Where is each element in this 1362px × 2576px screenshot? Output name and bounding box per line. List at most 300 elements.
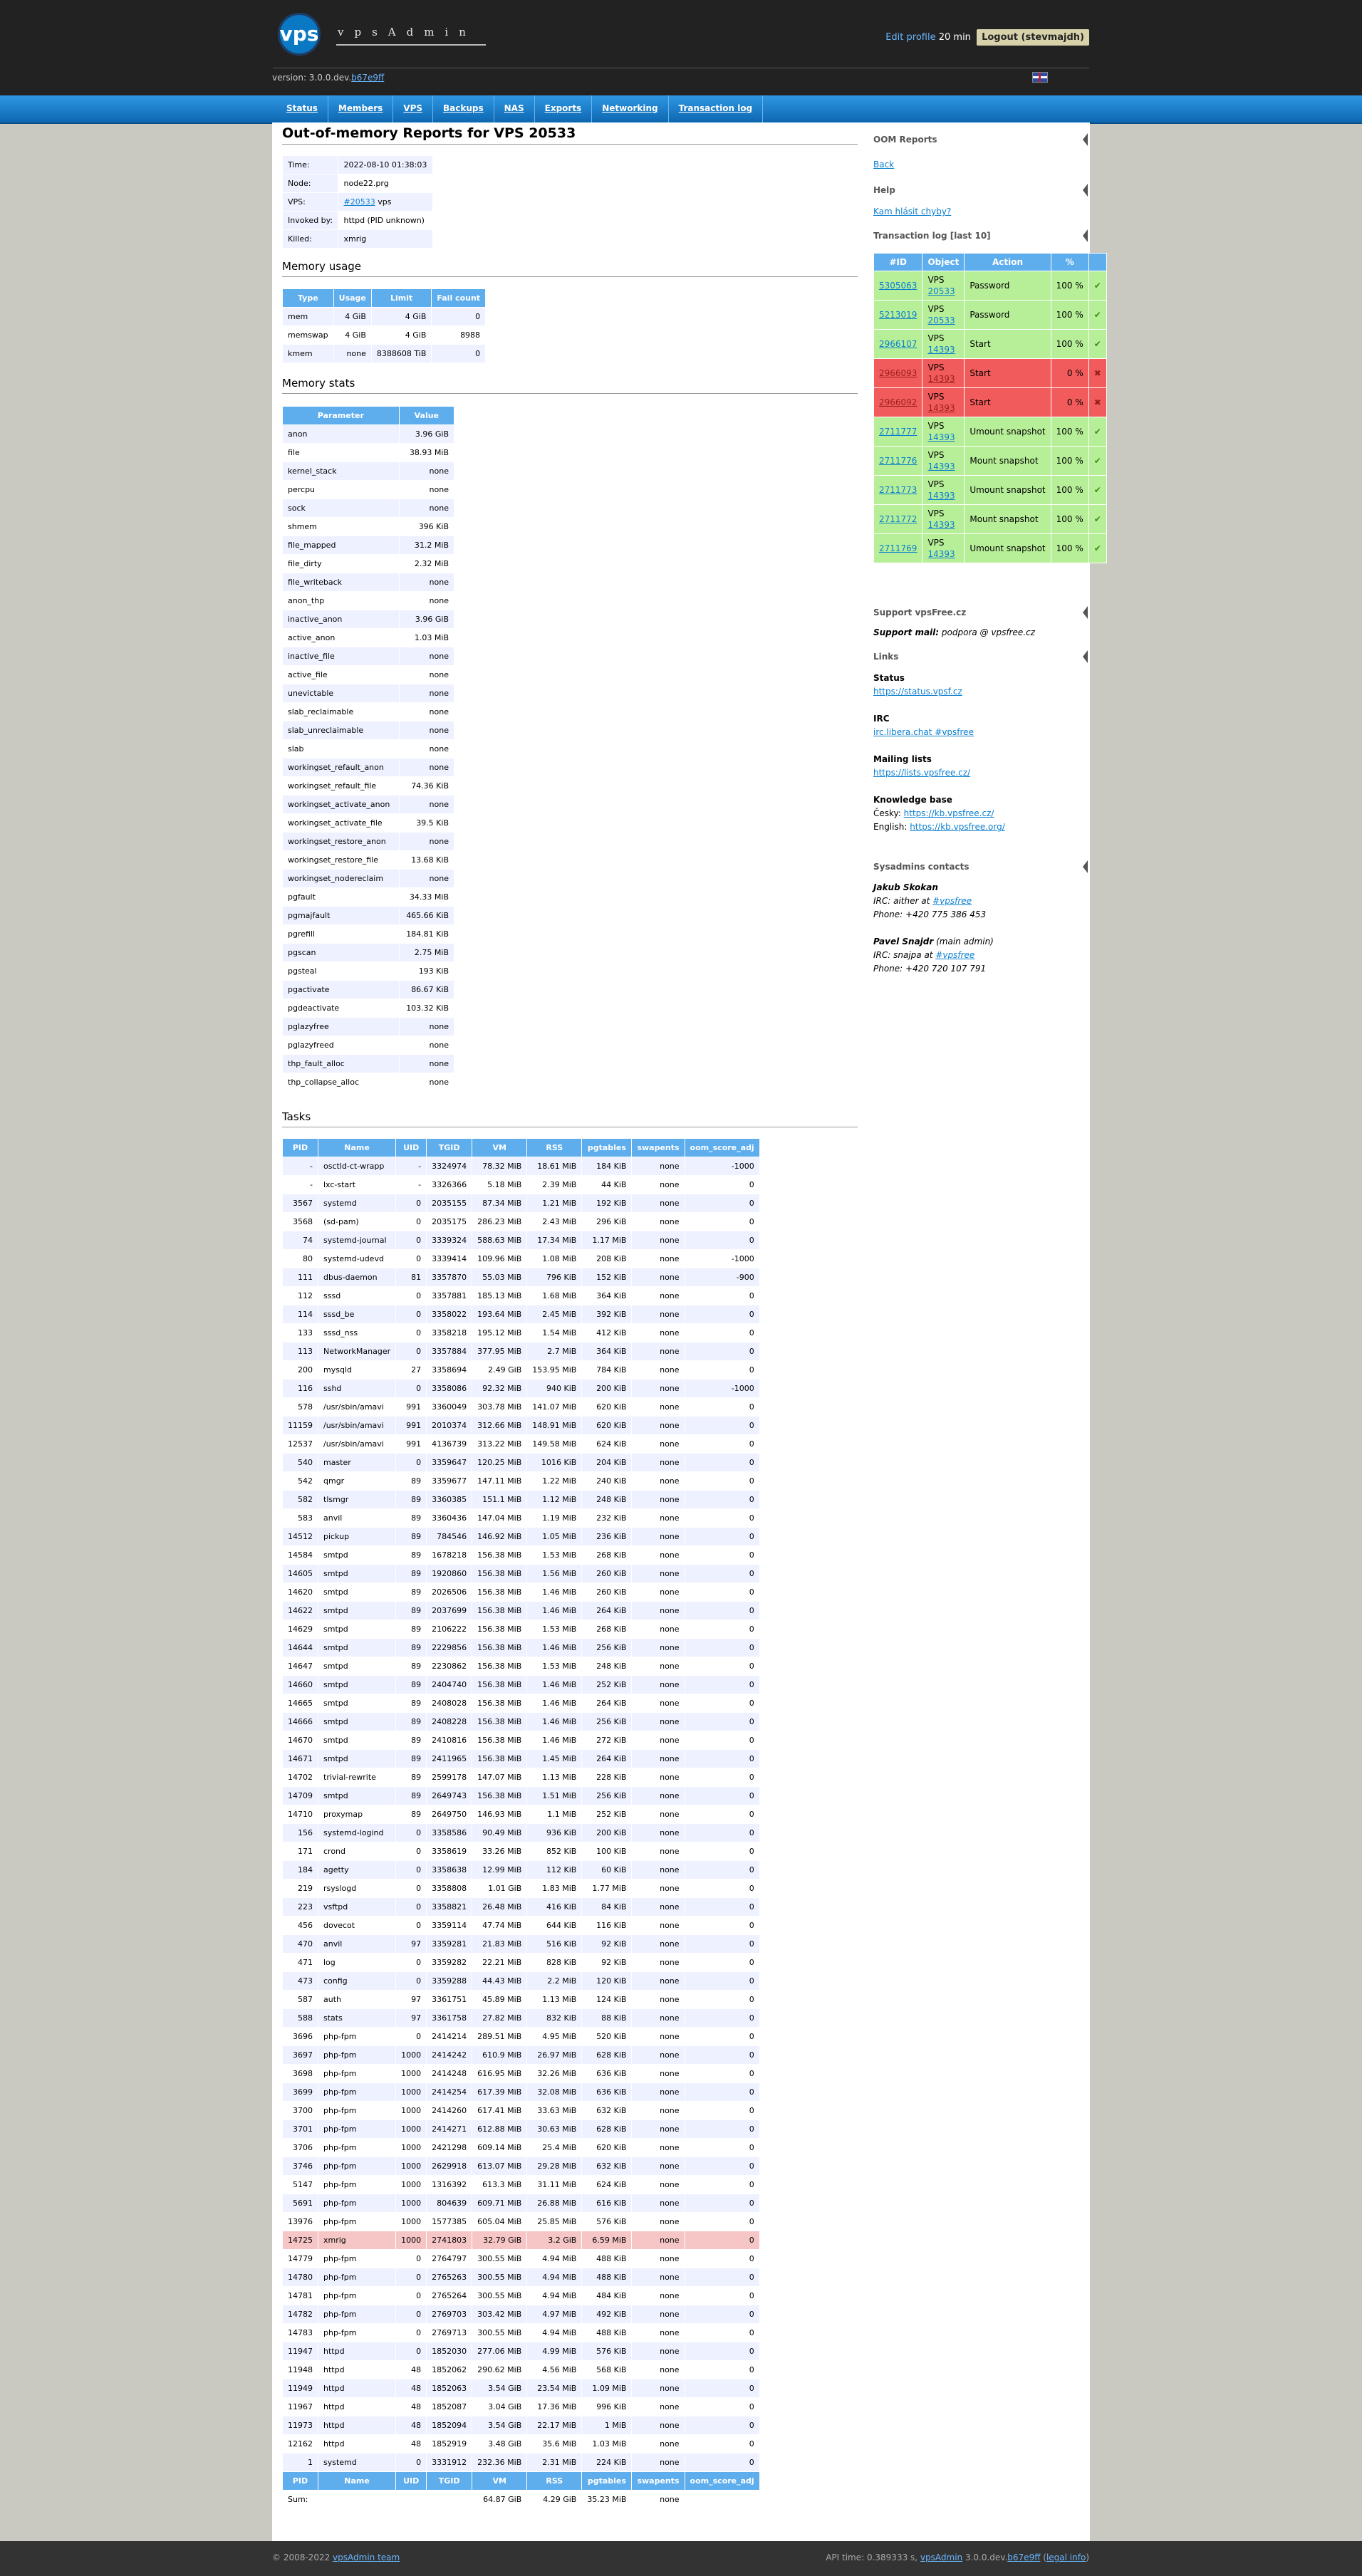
back-link[interactable]: Back <box>873 160 895 170</box>
task-cell: 0 <box>685 2046 759 2065</box>
task-cell: 97 <box>396 1991 427 2009</box>
transaction-object-type: VPS <box>927 363 945 372</box>
task-cell: 2230862 <box>427 1657 472 1676</box>
task-cell: none <box>632 1398 685 1417</box>
info-value <box>338 193 433 212</box>
tasks-sum-row <box>283 2491 760 2509</box>
nav-link-transaction-log[interactable]: Transaction log <box>678 103 753 113</box>
task-cell: 0 <box>396 1231 427 1250</box>
memory-stats-body <box>283 425 454 1092</box>
info-row <box>283 193 433 212</box>
task-cell: 4.56 MiB <box>527 2361 582 2379</box>
task-cell: 3326366 <box>427 1176 472 1194</box>
task-cell: 628 KiB <box>582 2120 632 2139</box>
tasks-column-header: oom_score_adj <box>685 1139 759 1157</box>
task-cell: stats <box>318 2009 396 2028</box>
footer-legal-link[interactable]: legal info <box>1046 2552 1086 2562</box>
task-cell: 1000 <box>396 2231 427 2250</box>
transaction-object-link[interactable]: 14393 <box>927 549 955 559</box>
tasks-footer-column-header: Name <box>318 2472 396 2491</box>
table-row <box>283 1805 760 1824</box>
memory-stats-row <box>283 925 454 944</box>
memory-stat-value: none <box>399 758 454 777</box>
task-cell: 2411965 <box>427 1750 472 1768</box>
task-cell: 2404740 <box>427 1676 472 1694</box>
task-cell: php-fpm <box>318 2176 396 2194</box>
tasks-footer-column-header: oom_score_adj <box>685 2472 759 2491</box>
transaction-object-link[interactable]: 14393 <box>927 491 955 501</box>
task-cell: 14644 <box>283 1639 318 1657</box>
info-value: httpd (PID unknown) <box>338 212 433 230</box>
task-cell: 3358218 <box>427 1324 472 1342</box>
task-cell: 0 <box>396 1879 427 1898</box>
footer-team-link[interactable]: vpsAdmin team <box>333 2552 400 2562</box>
task-cell: 568 KiB <box>582 2361 632 2379</box>
task-cell: 89 <box>396 1509 427 1528</box>
memory-stat-value: 2.32 MiB <box>399 555 454 573</box>
task-cell: 89 <box>396 1583 427 1602</box>
task-cell: 89 <box>396 1472 427 1491</box>
task-cell: 0 <box>685 2065 759 2083</box>
task-cell: 303.42 MiB <box>472 2305 527 2324</box>
memory-stat-name: workingset_restore_file <box>283 851 400 870</box>
task-cell: 0 <box>396 2342 427 2361</box>
transaction-row <box>874 388 1107 417</box>
task-cell: 146.92 MiB <box>472 1528 527 1546</box>
task-cell: 109.96 MiB <box>472 1250 527 1268</box>
vpsadmin-logo[interactable] <box>278 13 492 57</box>
memory-stats-row <box>283 684 454 703</box>
task-cell: 0 <box>685 1935 759 1954</box>
memory-stats-row <box>283 758 454 777</box>
task-cell: 0 <box>685 1546 759 1565</box>
task-cell: 991 <box>396 1435 427 1454</box>
nav-link-vps[interactable]: VPS <box>403 103 423 113</box>
memory-stats-row <box>283 481 454 499</box>
table-row <box>283 1879 760 1898</box>
version-hash-link[interactable]: b67e9ff <box>351 73 385 83</box>
kb-english-link[interactable]: https://kb.vpsfree.org/ <box>910 822 1005 832</box>
transaction-action-cell: Umount snapshot <box>965 417 1051 447</box>
memory-stats-row <box>283 629 454 647</box>
memory-stat-value: none <box>399 684 454 703</box>
task-cell: 200 <box>283 1361 318 1380</box>
memory-stat-value: none <box>399 647 454 666</box>
transaction-object-type: VPS <box>927 538 945 548</box>
task-cell: 1.54 MiB <box>527 1324 582 1342</box>
task-cell: 14702 <box>283 1768 318 1787</box>
memory-stat-name: kernel_stack <box>283 462 400 481</box>
memory-stats-row <box>283 573 454 592</box>
transaction-action-cell: Password <box>965 271 1051 301</box>
task-cell: 616.95 MiB <box>472 2065 527 2083</box>
tasks-sum-cell <box>685 2491 759 2509</box>
task-cell: 13976 <box>283 2213 318 2231</box>
task-cell: 617.41 MiB <box>472 2102 527 2120</box>
task-cell: none <box>632 1842 685 1861</box>
language-flag-icon[interactable] <box>1032 72 1048 83</box>
task-cell: 828 KiB <box>527 1954 582 1972</box>
task-cell: 80 <box>283 1250 318 1268</box>
task-cell: none <box>632 1454 685 1472</box>
tasks-footer-column-header: PID <box>283 2472 318 2491</box>
success-check-icon <box>1088 447 1106 476</box>
transaction-id-link[interactable]: 5305063 <box>879 281 917 291</box>
task-cell: 0 <box>396 2268 427 2287</box>
task-cell: 0 <box>685 1509 759 1528</box>
task-cell: 784546 <box>427 1528 472 1546</box>
transaction-object-link[interactable]: 14393 <box>927 374 955 384</box>
transaction-object-link[interactable]: 14393 <box>927 520 955 530</box>
task-cell: 3698 <box>283 2065 318 2083</box>
transaction-object-cell <box>922 447 965 476</box>
transaction-id-link[interactable]: 2711773 <box>879 485 917 495</box>
task-cell: 1.46 MiB <box>527 1639 582 1657</box>
table-row <box>283 1398 760 1417</box>
task-cell: none <box>632 1972 685 1991</box>
task-cell: 268 KiB <box>582 1620 632 1639</box>
footer-app-version: 3.0.0.dev. <box>962 2552 1008 2562</box>
task-cell: 0 <box>396 2324 427 2342</box>
admin2-role: (main admin) <box>933 937 994 947</box>
memory-stat-name: workingset_activate_anon <box>283 796 400 814</box>
transaction-row <box>874 534 1107 563</box>
task-cell: 12162 <box>283 2435 318 2454</box>
task-cell: 14710 <box>283 1805 318 1824</box>
tasks-column-header: VM <box>472 1139 527 1157</box>
check-glyph: ✔ <box>1093 514 1101 524</box>
task-cell: 2421298 <box>427 2139 472 2157</box>
task-cell: none <box>632 2361 685 2379</box>
task-cell: -1000 <box>685 1250 759 1268</box>
memory-stat-value: none <box>399 833 454 851</box>
vps-link[interactable]: #20533 <box>343 197 375 207</box>
task-cell: 184 KiB <box>582 1157 632 1176</box>
nav-link-status[interactable]: Status <box>286 103 318 113</box>
task-cell: none <box>632 1917 685 1935</box>
task-cell: 0 <box>685 1472 759 1491</box>
table-row <box>283 1768 760 1787</box>
memory-stat-value: none <box>399 796 454 814</box>
nav-item-nas[interactable] <box>494 95 535 122</box>
task-cell: 488 KiB <box>582 2324 632 2342</box>
task-cell: 0 <box>396 1342 427 1361</box>
task-cell: 3361758 <box>427 2009 472 2028</box>
task-cell: lxc-start <box>318 1176 396 1194</box>
transaction-id-cell <box>874 301 922 330</box>
nav-item-vps[interactable] <box>393 95 433 122</box>
footer-hash-link[interactable]: b67e9ff <box>1007 2552 1041 2562</box>
nav-item-networking[interactable] <box>592 95 668 122</box>
task-cell: 17.36 MiB <box>527 2398 582 2416</box>
memory-usage-cell: memswap <box>283 326 334 345</box>
memory-stat-value: 396 KiB <box>399 518 454 536</box>
task-cell: 2629918 <box>427 2157 472 2176</box>
task-cell: 256 KiB <box>582 1787 632 1805</box>
task-cell: 35.6 MiB <box>527 2435 582 2454</box>
task-cell: systemd <box>318 2454 396 2472</box>
task-cell: 0 <box>396 1194 427 1213</box>
table-row <box>283 2120 760 2139</box>
table-row <box>283 2139 760 2157</box>
transaction-id-link[interactable]: 2966107 <box>879 339 917 349</box>
task-cell: 991 <box>396 1398 427 1417</box>
transaction-log-column-header <box>1088 254 1106 271</box>
memory-stats-row <box>283 1073 454 1092</box>
task-cell: none <box>632 1639 685 1657</box>
task-cell: tlsmgr <box>318 1491 396 1509</box>
task-cell: 11949 <box>283 2379 318 2398</box>
task-cell: 3.54 GiB <box>472 2416 527 2435</box>
info-label: Node: <box>283 174 338 193</box>
table-row <box>283 1176 760 1194</box>
task-cell: 1.56 MiB <box>527 1565 582 1583</box>
mailing-lists-link[interactable]: https://lists.vpsfree.cz/ <box>873 768 971 778</box>
memory-stat-name: pgfault <box>283 888 400 907</box>
task-cell: sssd_nss <box>318 1324 396 1342</box>
task-cell: 624 KiB <box>582 2176 632 2194</box>
transaction-log-table <box>873 253 1107 563</box>
task-cell: 0 <box>396 2250 427 2268</box>
nav-item-transaction-log[interactable] <box>669 95 764 122</box>
task-cell: 0 <box>685 1861 759 1879</box>
task-cell: 23.54 MiB <box>527 2379 582 2398</box>
transaction-id-link[interactable]: 5213019 <box>879 310 917 320</box>
transaction-log-column-header: Action <box>965 254 1051 271</box>
task-cell: 0 <box>685 2194 759 2213</box>
task-cell: httpd <box>318 2398 396 2416</box>
task-cell: 0 <box>685 2342 759 2361</box>
kb-czech-link[interactable]: https://kb.vpsfree.cz/ <box>903 808 994 818</box>
transaction-object-link[interactable]: 20533 <box>927 316 955 325</box>
admin1-name: Jakub Skokan <box>873 882 938 892</box>
memory-stat-name: file_mapped <box>283 536 400 555</box>
task-cell: 156.38 MiB <box>472 1620 527 1639</box>
transaction-object-cell <box>922 271 965 301</box>
links-sidebar-heading: Links <box>873 652 1087 662</box>
memory-stats-row <box>283 462 454 481</box>
admin2-irc-text: IRC: snajpa at <box>873 950 936 960</box>
transaction-id-link[interactable]: 2711772 <box>879 514 917 524</box>
memory-usage-column-header: Fail count <box>432 289 486 308</box>
task-cell: 804639 <box>427 2194 472 2213</box>
memory-stats-row <box>283 814 454 833</box>
check-glyph: ✔ <box>1093 310 1101 320</box>
task-cell: 111 <box>283 1268 318 1287</box>
task-cell: 0 <box>685 1954 759 1972</box>
task-cell: 588.63 MiB <box>472 1231 527 1250</box>
task-cell: php-fpm <box>318 2250 396 2268</box>
task-cell: 0 <box>685 1676 759 1694</box>
task-cell: 116 KiB <box>582 1917 632 1935</box>
nav-link-backups[interactable]: Backups <box>443 103 484 113</box>
task-cell: 0 <box>685 1324 759 1342</box>
task-cell: 1.53 MiB <box>527 1657 582 1676</box>
memory-stats-row <box>283 740 454 758</box>
memory-stat-name: unevictable <box>283 684 400 703</box>
task-cell: 4.94 MiB <box>527 2250 582 2268</box>
task-cell: 14779 <box>283 2250 318 2268</box>
task-cell: 89 <box>396 1768 427 1787</box>
nav-link-networking[interactable]: Networking <box>602 103 658 113</box>
task-cell: 252 KiB <box>582 1805 632 1824</box>
task-cell: 0 <box>396 1454 427 1472</box>
transaction-id-link[interactable]: 2966093 <box>879 368 917 378</box>
transaction-log-sidebar-heading: Transaction log [last 10] <box>873 231 1087 241</box>
memory-stat-value: none <box>399 499 454 518</box>
nav-link-members[interactable]: Members <box>338 103 383 113</box>
nav-link-exports[interactable]: Exports <box>544 103 582 113</box>
task-cell: 0 <box>396 1824 427 1842</box>
transaction-object-cell <box>922 417 965 447</box>
task-cell: 2414260 <box>427 2102 472 2120</box>
transaction-object-link[interactable]: 14393 <box>927 403 955 413</box>
task-cell: php-fpm <box>318 2028 396 2046</box>
task-cell: 148.91 MiB <box>527 1417 582 1435</box>
task-cell: 484 KiB <box>582 2287 632 2305</box>
transaction-object-link[interactable]: 14393 <box>927 345 955 355</box>
table-row <box>283 2324 760 2342</box>
task-cell: none <box>632 1861 685 1879</box>
edit-profile-link[interactable]: Edit profile <box>885 32 936 43</box>
memory-stat-name: pgscan <box>283 944 400 962</box>
task-cell: 0 <box>396 1287 427 1305</box>
page-footer <box>0 2541 1362 2576</box>
task-cell: 92 KiB <box>582 1935 632 1954</box>
memory-stats-heading: Memory stats <box>282 377 355 390</box>
memory-usage-cell: 0 <box>432 308 486 326</box>
task-cell: - <box>396 1176 427 1194</box>
nav-item-status[interactable] <box>276 95 328 122</box>
transaction-object-type: VPS <box>927 275 945 285</box>
footer-copyright: © 2008-2022 <box>272 2552 333 2562</box>
task-cell: 609.71 MiB <box>472 2194 527 2213</box>
task-cell: 0 <box>685 2416 759 2435</box>
status-link[interactable]: https://status.vpsf.cz <box>873 687 962 697</box>
task-cell: 147.07 MiB <box>472 1768 527 1787</box>
task-cell: none <box>632 2435 685 2454</box>
task-cell: 208 KiB <box>582 1250 632 1268</box>
nav-item-members[interactable] <box>328 95 393 122</box>
task-cell: 0 <box>396 2028 427 2046</box>
tasks-sum-cell <box>318 2491 396 2509</box>
memory-stat-name: percpu <box>283 481 400 499</box>
transaction-id-link[interactable]: 2711777 <box>879 427 917 437</box>
task-cell: 300.55 MiB <box>472 2250 527 2268</box>
task-cell: 0 <box>685 2361 759 2379</box>
logout-button[interactable]: Logout (stevmajdh) <box>977 29 1089 46</box>
success-check-icon <box>1088 534 1106 563</box>
memory-usage-column-header: Limit <box>371 289 431 308</box>
task-cell: none <box>632 1213 685 1231</box>
memory-stats-row <box>283 721 454 740</box>
transaction-action-cell: Umount snapshot <box>965 476 1051 505</box>
task-cell: 55.03 MiB <box>472 1268 527 1287</box>
memory-stat-name: workingset_refault_file <box>283 777 400 796</box>
table-row <box>283 2287 760 2305</box>
task-cell: 0 <box>396 2287 427 2305</box>
info-label: Killed: <box>283 230 338 249</box>
tasks-footer-header-row <box>283 2472 760 2491</box>
admin2-irc-link[interactable]: #vpsfree <box>935 950 975 960</box>
irc-link[interactable]: irc.libera.chat #vpsfree <box>873 727 974 737</box>
task-cell: smtpd <box>318 1787 396 1805</box>
task-cell: 1.13 MiB <box>527 1768 582 1787</box>
task-cell: 272 KiB <box>582 1731 632 1750</box>
status-label: Status <box>873 673 905 683</box>
task-cell: 156.38 MiB <box>472 1676 527 1694</box>
task-cell: 33.63 MiB <box>527 2102 582 2120</box>
task-cell: 14512 <box>283 1528 318 1546</box>
task-cell: 587 <box>283 1991 318 2009</box>
task-cell: 3.04 GiB <box>472 2398 527 2416</box>
task-cell: 3706 <box>283 2139 318 2157</box>
transaction-object-link[interactable]: 14393 <box>927 432 955 442</box>
transaction-id-cell <box>874 388 922 417</box>
task-cell: 0 <box>685 1305 759 1324</box>
task-cell: 4.94 MiB <box>527 2287 582 2305</box>
transaction-object-type: VPS <box>927 392 945 402</box>
task-cell: 3357870 <box>427 1268 472 1287</box>
task-cell: agetty <box>318 1861 396 1879</box>
transaction-action-cell: Password <box>965 301 1051 330</box>
table-row <box>283 1361 760 1380</box>
task-cell: none <box>632 2379 685 2398</box>
transaction-id-link[interactable]: 2711769 <box>879 543 917 553</box>
task-cell: none <box>632 2065 685 2083</box>
task-cell: 0 <box>685 1528 759 1546</box>
task-cell: 0 <box>396 2305 427 2324</box>
memory-stat-value: none <box>399 740 454 758</box>
transaction-progress-cell: 100 % <box>1051 417 1088 447</box>
nav-item-backups[interactable] <box>433 95 494 122</box>
memory-stat-value: none <box>399 592 454 610</box>
tasks-sum-cell: 35.23 MiB <box>582 2491 632 2509</box>
report-bug-link[interactable]: Kam hlásit chyby? <box>873 207 952 217</box>
task-cell: 89 <box>396 1657 427 1676</box>
table-row <box>283 1287 760 1305</box>
task-cell: 195.12 MiB <box>472 1324 527 1342</box>
task-cell: 0 <box>685 1287 759 1305</box>
task-cell: 2649750 <box>427 1805 472 1824</box>
task-cell: 200 KiB <box>582 1380 632 1398</box>
task-cell: smtpd <box>318 1731 396 1750</box>
transaction-object-link[interactable]: 20533 <box>927 286 955 296</box>
task-cell: 613.3 MiB <box>472 2176 527 2194</box>
memory-usage-column-header: Usage <box>333 289 371 308</box>
task-cell: 2765263 <box>427 2268 472 2287</box>
transaction-object-cell <box>922 330 965 359</box>
task-cell: none <box>632 1472 685 1491</box>
memory-stats-row <box>283 1036 454 1055</box>
task-cell: 44 KiB <box>582 1176 632 1194</box>
transaction-id-link[interactable]: 2966092 <box>879 397 917 407</box>
tasks-sum-cell <box>427 2491 472 2509</box>
info-row <box>283 230 433 249</box>
transaction-id-link[interactable]: 2711776 <box>879 456 917 466</box>
task-cell: 224 KiB <box>582 2454 632 2472</box>
nav-link-nas[interactable]: NAS <box>504 103 524 113</box>
nav-item-exports[interactable] <box>535 95 593 122</box>
task-cell: httpd <box>318 2416 396 2435</box>
task-cell: none <box>632 1991 685 2009</box>
admin1-irc-link[interactable]: #vpsfree <box>932 896 972 906</box>
task-cell: osctld-ct-wrapp <box>318 1157 396 1176</box>
transaction-object-link[interactable]: 14393 <box>927 462 955 471</box>
footer-app-link[interactable]: vpsAdmin <box>920 2552 963 2562</box>
task-cell: 200 KiB <box>582 1824 632 1842</box>
task-cell: smtpd <box>318 1750 396 1768</box>
